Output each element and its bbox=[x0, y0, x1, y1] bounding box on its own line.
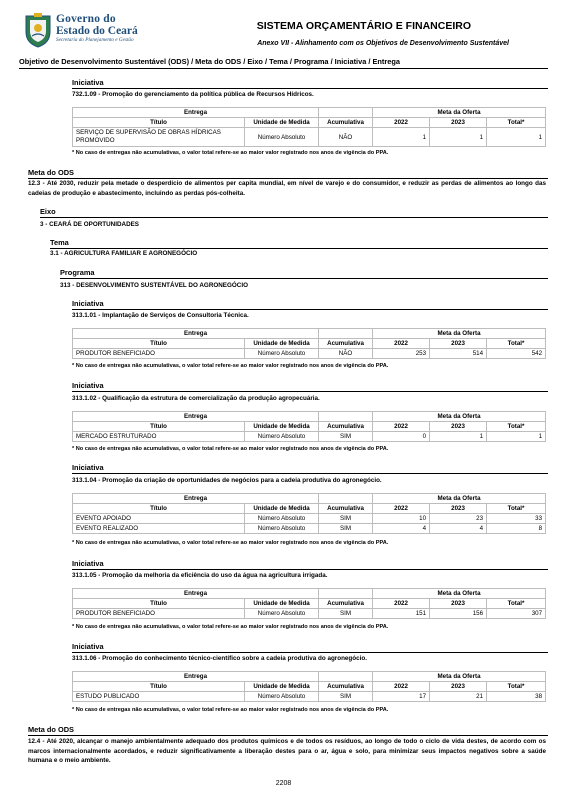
meta-oferta-header: Meta da Oferta bbox=[373, 108, 546, 118]
col-titulo: Título bbox=[73, 599, 245, 609]
meta-oferta-header: Meta da Oferta bbox=[373, 672, 546, 682]
cell-titulo: SERVIÇO DE SUPERVISÃO DE OBRAS HÍDRICAS PROMOVIDO bbox=[73, 128, 245, 147]
col-titulo: Título bbox=[73, 504, 245, 514]
col-unidade: Unidade de Medida bbox=[245, 682, 319, 692]
cell-unidade: Número Absoluto bbox=[245, 692, 319, 702]
cell-2023: 1 bbox=[430, 128, 487, 147]
cell-2022: 17 bbox=[373, 692, 430, 702]
logo-line-3: Secretaria do Planejamento e Gestão bbox=[56, 37, 134, 43]
entrega-table bbox=[72, 671, 546, 702]
system-title: SISTEMA ORÇAMENTÁRIO E FINANCEIRO bbox=[256, 20, 471, 32]
cell-total: 1 bbox=[487, 432, 546, 442]
col-acumulativa: Acumulativa bbox=[319, 599, 373, 609]
iniciativa-code: 313.1.02 - Qualificação da estrutura de comercialização da produção agropecuária. bbox=[72, 395, 320, 402]
col-2022: 2022 bbox=[373, 422, 430, 432]
col-2023: 2023 bbox=[430, 504, 487, 514]
col-total: Total* bbox=[487, 422, 546, 432]
col-total: Total* bbox=[487, 339, 546, 349]
table-note: * No caso de entregas não acumulativas, o valor total refere-se ao maior valor registrado nos anos de vigência do PPA. bbox=[72, 540, 389, 546]
cell-total: 1 bbox=[487, 128, 546, 147]
hierarchy-path: Objetivo de Desenvolvimento Sustentável (ODS) / Meta do ODS / Eixo / Tema / Programa / Iniciativa / Entrega bbox=[19, 57, 400, 66]
iniciativa-code: 732.1.09 - Promoção do gerenciamento da política pública de Recursos Hídricos. bbox=[72, 91, 314, 98]
cell-2022: 1 bbox=[373, 128, 430, 147]
table-row bbox=[73, 432, 546, 442]
divider bbox=[19, 68, 548, 69]
iniciativa-code: 313.1.04 - Promoção da criação de oportunidades de negócios para a cadeia produtiva do agronegócio. bbox=[72, 477, 382, 484]
col-2023: 2023 bbox=[430, 339, 487, 349]
col-unidade: Unidade de Medida bbox=[245, 599, 319, 609]
iniciativa-code: 313.1.05 - Promoção da melhoria da eficiência do uso da água na agricultura irrigada. bbox=[72, 572, 328, 579]
iniciativa-code: 313.1.01 - Implantação de Serviços de Consultoria Técnica. bbox=[72, 312, 249, 319]
government-logo bbox=[24, 12, 174, 50]
cell-titulo: EVENTO APOIADO bbox=[73, 514, 245, 524]
col-titulo: Título bbox=[73, 682, 245, 692]
table-note: * No caso de entregas não acumulativas, o valor total refere-se ao maior valor registrado nos anos de vigência do PPA. bbox=[72, 446, 389, 452]
iniciativa-heading: Iniciativa bbox=[72, 559, 104, 568]
entrega-table bbox=[72, 493, 546, 534]
col-unidade: Unidade de Medida bbox=[245, 118, 319, 128]
divider bbox=[72, 473, 548, 474]
divider bbox=[28, 735, 548, 736]
col-unidade: Unidade de Medida bbox=[245, 339, 319, 349]
col-2022: 2022 bbox=[373, 339, 430, 349]
cell-total: 307 bbox=[487, 609, 546, 619]
divider bbox=[40, 217, 548, 218]
col-2022: 2022 bbox=[373, 504, 430, 514]
cell-2023: 23 bbox=[430, 514, 487, 524]
table-row bbox=[73, 524, 546, 534]
eixo-heading: Eixo bbox=[40, 207, 56, 216]
col-unidade: Unidade de Medida bbox=[245, 422, 319, 432]
page-header bbox=[0, 0, 567, 58]
cell-2022: 10 bbox=[373, 514, 430, 524]
meta-ods-text: 12.4 - Até 2020, alcançar o manejo ambientalmente adequado dos produtos químicos e de todos os resíduos, ao longo de todo o ciclo de vida destes, de acordo com os marcos internacionalmente acordados, e reduzir significativamente a liberação destes para o ar, água e solo, para minimizar seus impactos negativos sobre a saúde humana e o meio ambiente. bbox=[28, 738, 546, 765]
cell-2023: 4 bbox=[430, 524, 487, 534]
meta-ods-heading: Meta do ODS bbox=[28, 725, 74, 734]
cell-total: 38 bbox=[487, 692, 546, 702]
meta-oferta-header: Meta da Oferta bbox=[373, 589, 546, 599]
col-acumulativa: Acumulativa bbox=[319, 422, 373, 432]
col-total: Total* bbox=[487, 118, 546, 128]
divider bbox=[50, 248, 548, 249]
divider bbox=[72, 88, 548, 89]
col-2022: 2022 bbox=[373, 682, 430, 692]
meta-oferta-header: Meta da Oferta bbox=[373, 494, 546, 504]
col-2023: 2023 bbox=[430, 599, 487, 609]
cell-2022: 4 bbox=[373, 524, 430, 534]
cell-2023: 21 bbox=[430, 692, 487, 702]
cell-acumulativa: SIM bbox=[319, 692, 373, 702]
cell-2023: 514 bbox=[430, 349, 487, 359]
cell-unidade: Número Absoluto bbox=[245, 609, 319, 619]
col-acumulativa: Acumulativa bbox=[319, 504, 373, 514]
col-titulo: Título bbox=[73, 118, 245, 128]
entrega-header: Entrega bbox=[73, 329, 319, 339]
programa-heading: Programa bbox=[60, 268, 95, 277]
table-row bbox=[73, 349, 546, 359]
col-acumulativa: Acumulativa bbox=[319, 682, 373, 692]
cell-titulo: EVENTO REALIZADO bbox=[73, 524, 245, 534]
cell-unidade: Número Absoluto bbox=[245, 524, 319, 534]
table-row bbox=[73, 128, 546, 147]
entrega-table bbox=[72, 588, 546, 619]
cell-titulo: ESTUDO PUBLICADO bbox=[73, 692, 245, 702]
col-acumulativa: Acumulativa bbox=[319, 118, 373, 128]
cell-titulo: MERCADO ESTRUTURADO bbox=[73, 432, 245, 442]
divider bbox=[60, 278, 548, 279]
cell-acumulativa: SIM bbox=[319, 432, 373, 442]
iniciativa-heading: Iniciativa bbox=[72, 299, 104, 308]
col-titulo: Título bbox=[73, 339, 245, 349]
col-unidade: Unidade de Medida bbox=[245, 504, 319, 514]
cell-total: 8 bbox=[487, 524, 546, 534]
cell-total: 542 bbox=[487, 349, 546, 359]
entrega-header: Entrega bbox=[73, 589, 319, 599]
entrega-header: Entrega bbox=[73, 494, 319, 504]
meta-ods-heading: Meta do ODS bbox=[28, 168, 74, 177]
logo-line-1: Governo do bbox=[56, 13, 116, 25]
cell-2023: 1 bbox=[430, 432, 487, 442]
col-2023: 2023 bbox=[430, 682, 487, 692]
page-number: 2208 bbox=[275, 780, 292, 787]
cell-acumulativa: NÃO bbox=[319, 349, 373, 359]
col-2022: 2022 bbox=[373, 118, 430, 128]
cell-unidade: Número Absoluto bbox=[245, 128, 319, 147]
table-note: * No caso de entregas não acumulativas, o valor total refere-se ao maior valor registrado nos anos de vigência do PPA. bbox=[72, 150, 389, 156]
entrega-table bbox=[72, 107, 546, 147]
entrega-table bbox=[72, 328, 546, 359]
table-row bbox=[73, 609, 546, 619]
tema-value: 3.1 - AGRICULTURA FAMILIAR E AGRONEGÓCIO bbox=[50, 250, 198, 257]
col-titulo: Título bbox=[73, 422, 245, 432]
table-row bbox=[73, 514, 546, 524]
state-seal-icon bbox=[24, 12, 52, 48]
divider bbox=[72, 391, 548, 392]
cell-total: 33 bbox=[487, 514, 546, 524]
iniciativa-heading: Iniciativa bbox=[72, 381, 104, 390]
iniciativa-code: 313.1.06 - Promoção do conhecimento técnico-científico sobre a cadeia produtiva do agronegócio. bbox=[72, 655, 367, 662]
table-note: * No caso de entregas não acumulativas, o valor total refere-se ao maior valor registrado nos anos de vigência do PPA. bbox=[72, 707, 389, 713]
iniciativa-heading: Iniciativa bbox=[72, 463, 104, 472]
cell-acumulativa: SIM bbox=[319, 524, 373, 534]
cell-acumulativa: NÃO bbox=[319, 128, 373, 147]
eixo-value: 3 - CEARÁ DE OPORTUNIDADES bbox=[40, 221, 140, 228]
table-row bbox=[73, 692, 546, 702]
entrega-header: Entrega bbox=[73, 108, 319, 118]
tema-heading: Tema bbox=[50, 238, 69, 247]
annex-title: Anexo VII - Alinhamento com os Objetivos de Desenvolvimento Sustentável bbox=[257, 40, 509, 47]
cell-2022: 151 bbox=[373, 609, 430, 619]
cell-titulo: PRODUTOR BENEFICIADO bbox=[73, 349, 245, 359]
table-note: * No caso de entregas não acumulativas, o valor total refere-se ao maior valor registrado nos anos de vigência do PPA. bbox=[72, 624, 389, 630]
divider bbox=[72, 309, 548, 310]
cell-unidade: Número Absoluto bbox=[245, 432, 319, 442]
meta-ods-text: 12.3 - Até 2030, reduzir pela metade o desperdício de alimentos per capita mundial, em nível de varejo e do consumidor, e reduzir as perdas de alimentos ao longo das cadeias de produção e abastecimento, incluindo as perdas pós-colheita. bbox=[28, 180, 546, 197]
meta-oferta-header: Meta da Oferta bbox=[373, 412, 546, 422]
col-2023: 2023 bbox=[430, 422, 487, 432]
entrega-header: Entrega bbox=[73, 412, 319, 422]
entrega-table bbox=[72, 411, 546, 442]
cell-acumulativa: SIM bbox=[319, 514, 373, 524]
col-2022: 2022 bbox=[373, 599, 430, 609]
col-2023: 2023 bbox=[430, 118, 487, 128]
cell-titulo: PRODUTOR BENEFICIADO bbox=[73, 609, 245, 619]
cell-unidade: Número Absoluto bbox=[245, 514, 319, 524]
col-acumulativa: Acumulativa bbox=[319, 339, 373, 349]
divider bbox=[72, 569, 548, 570]
cell-unidade: Número Absoluto bbox=[245, 349, 319, 359]
divider bbox=[72, 652, 548, 653]
iniciativa-heading: Iniciativa bbox=[72, 78, 104, 87]
cell-2022: 253 bbox=[373, 349, 430, 359]
col-total: Total* bbox=[487, 682, 546, 692]
logo-line-2: Estado do Ceará bbox=[56, 25, 138, 37]
meta-oferta-header: Meta da Oferta bbox=[373, 329, 546, 339]
col-total: Total* bbox=[487, 599, 546, 609]
cell-2022: 0 bbox=[373, 432, 430, 442]
programa-value: 313 - DESENVOLVIMENTO SUSTENTÁVEL DO AGRONEGÓCIO bbox=[60, 282, 249, 289]
cell-2023: 156 bbox=[430, 609, 487, 619]
cell-acumulativa: SIM bbox=[319, 609, 373, 619]
entrega-header: Entrega bbox=[73, 672, 319, 682]
iniciativa-heading: Iniciativa bbox=[72, 642, 104, 651]
table-note: * No caso de entregas não acumulativas, o valor total refere-se ao maior valor registrado nos anos de vigência do PPA. bbox=[72, 363, 389, 369]
col-total: Total* bbox=[487, 504, 546, 514]
